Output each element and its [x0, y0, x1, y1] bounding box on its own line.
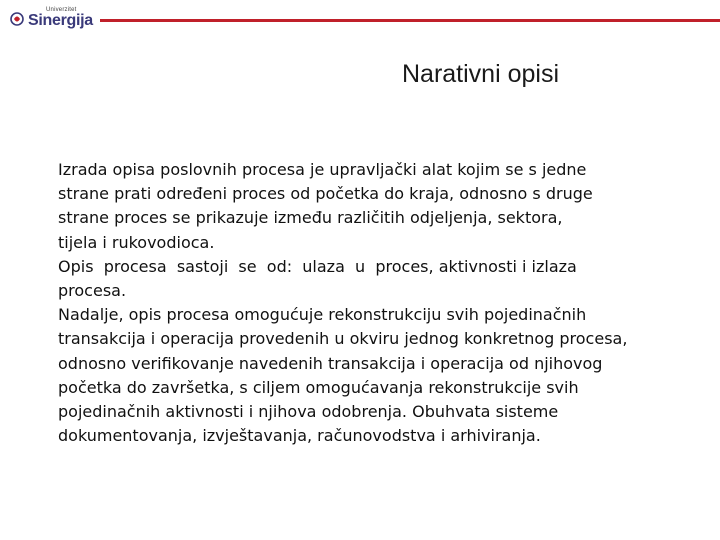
text-line: transakcija i operacija provedenih u okviru jednog konkretnog procesa, [58, 329, 628, 349]
text-line: odnosno verifikovanje navedenih transakcija i operacija od njihovog [58, 353, 603, 373]
paragraph-components [58, 255, 708, 303]
text-line: Nadalje, opis procesa omogućuje rekonstrukciju svih pojedinačnih [58, 305, 587, 325]
text-line: dokumentovanja, izvještavanja, računovodstva i arhiviranja. [58, 426, 541, 446]
sinergija-logo-icon [10, 12, 24, 26]
university-logo [10, 6, 100, 32]
paragraph-reconstruction [58, 303, 708, 448]
text-line: strane proces se prikazuje između različitih odjeljenja, sektora, [58, 208, 563, 228]
text-line: Opis procesa sastoji se od: ulaza u proces, aktivnosti i izlaza [58, 256, 577, 276]
slide-body [58, 158, 708, 448]
text-line: početka do završetka, s ciljem omogućavanja rekonstrukcije svih [58, 377, 579, 397]
logo-name: Sinergija [28, 12, 93, 29]
slide-title: Narativni opisi [402, 60, 560, 88]
text-line: pojedinačnih aktivnosti i njihova odobrenja. Obuhvata sisteme [58, 402, 559, 422]
paragraph-definition [58, 158, 708, 255]
text-line: procesa. [58, 281, 127, 301]
logo-subtitle: Univerzitet [46, 7, 77, 13]
header-divider [100, 19, 720, 22]
text-line: tijela i rukovodioca. [58, 232, 215, 252]
text-line: Izrada opisa poslovnih procesa je upravljački alat kojim se s jedne [58, 160, 587, 179]
text-line: strane prati određeni proces od početka do kraja, odnosno s druge [58, 184, 593, 204]
